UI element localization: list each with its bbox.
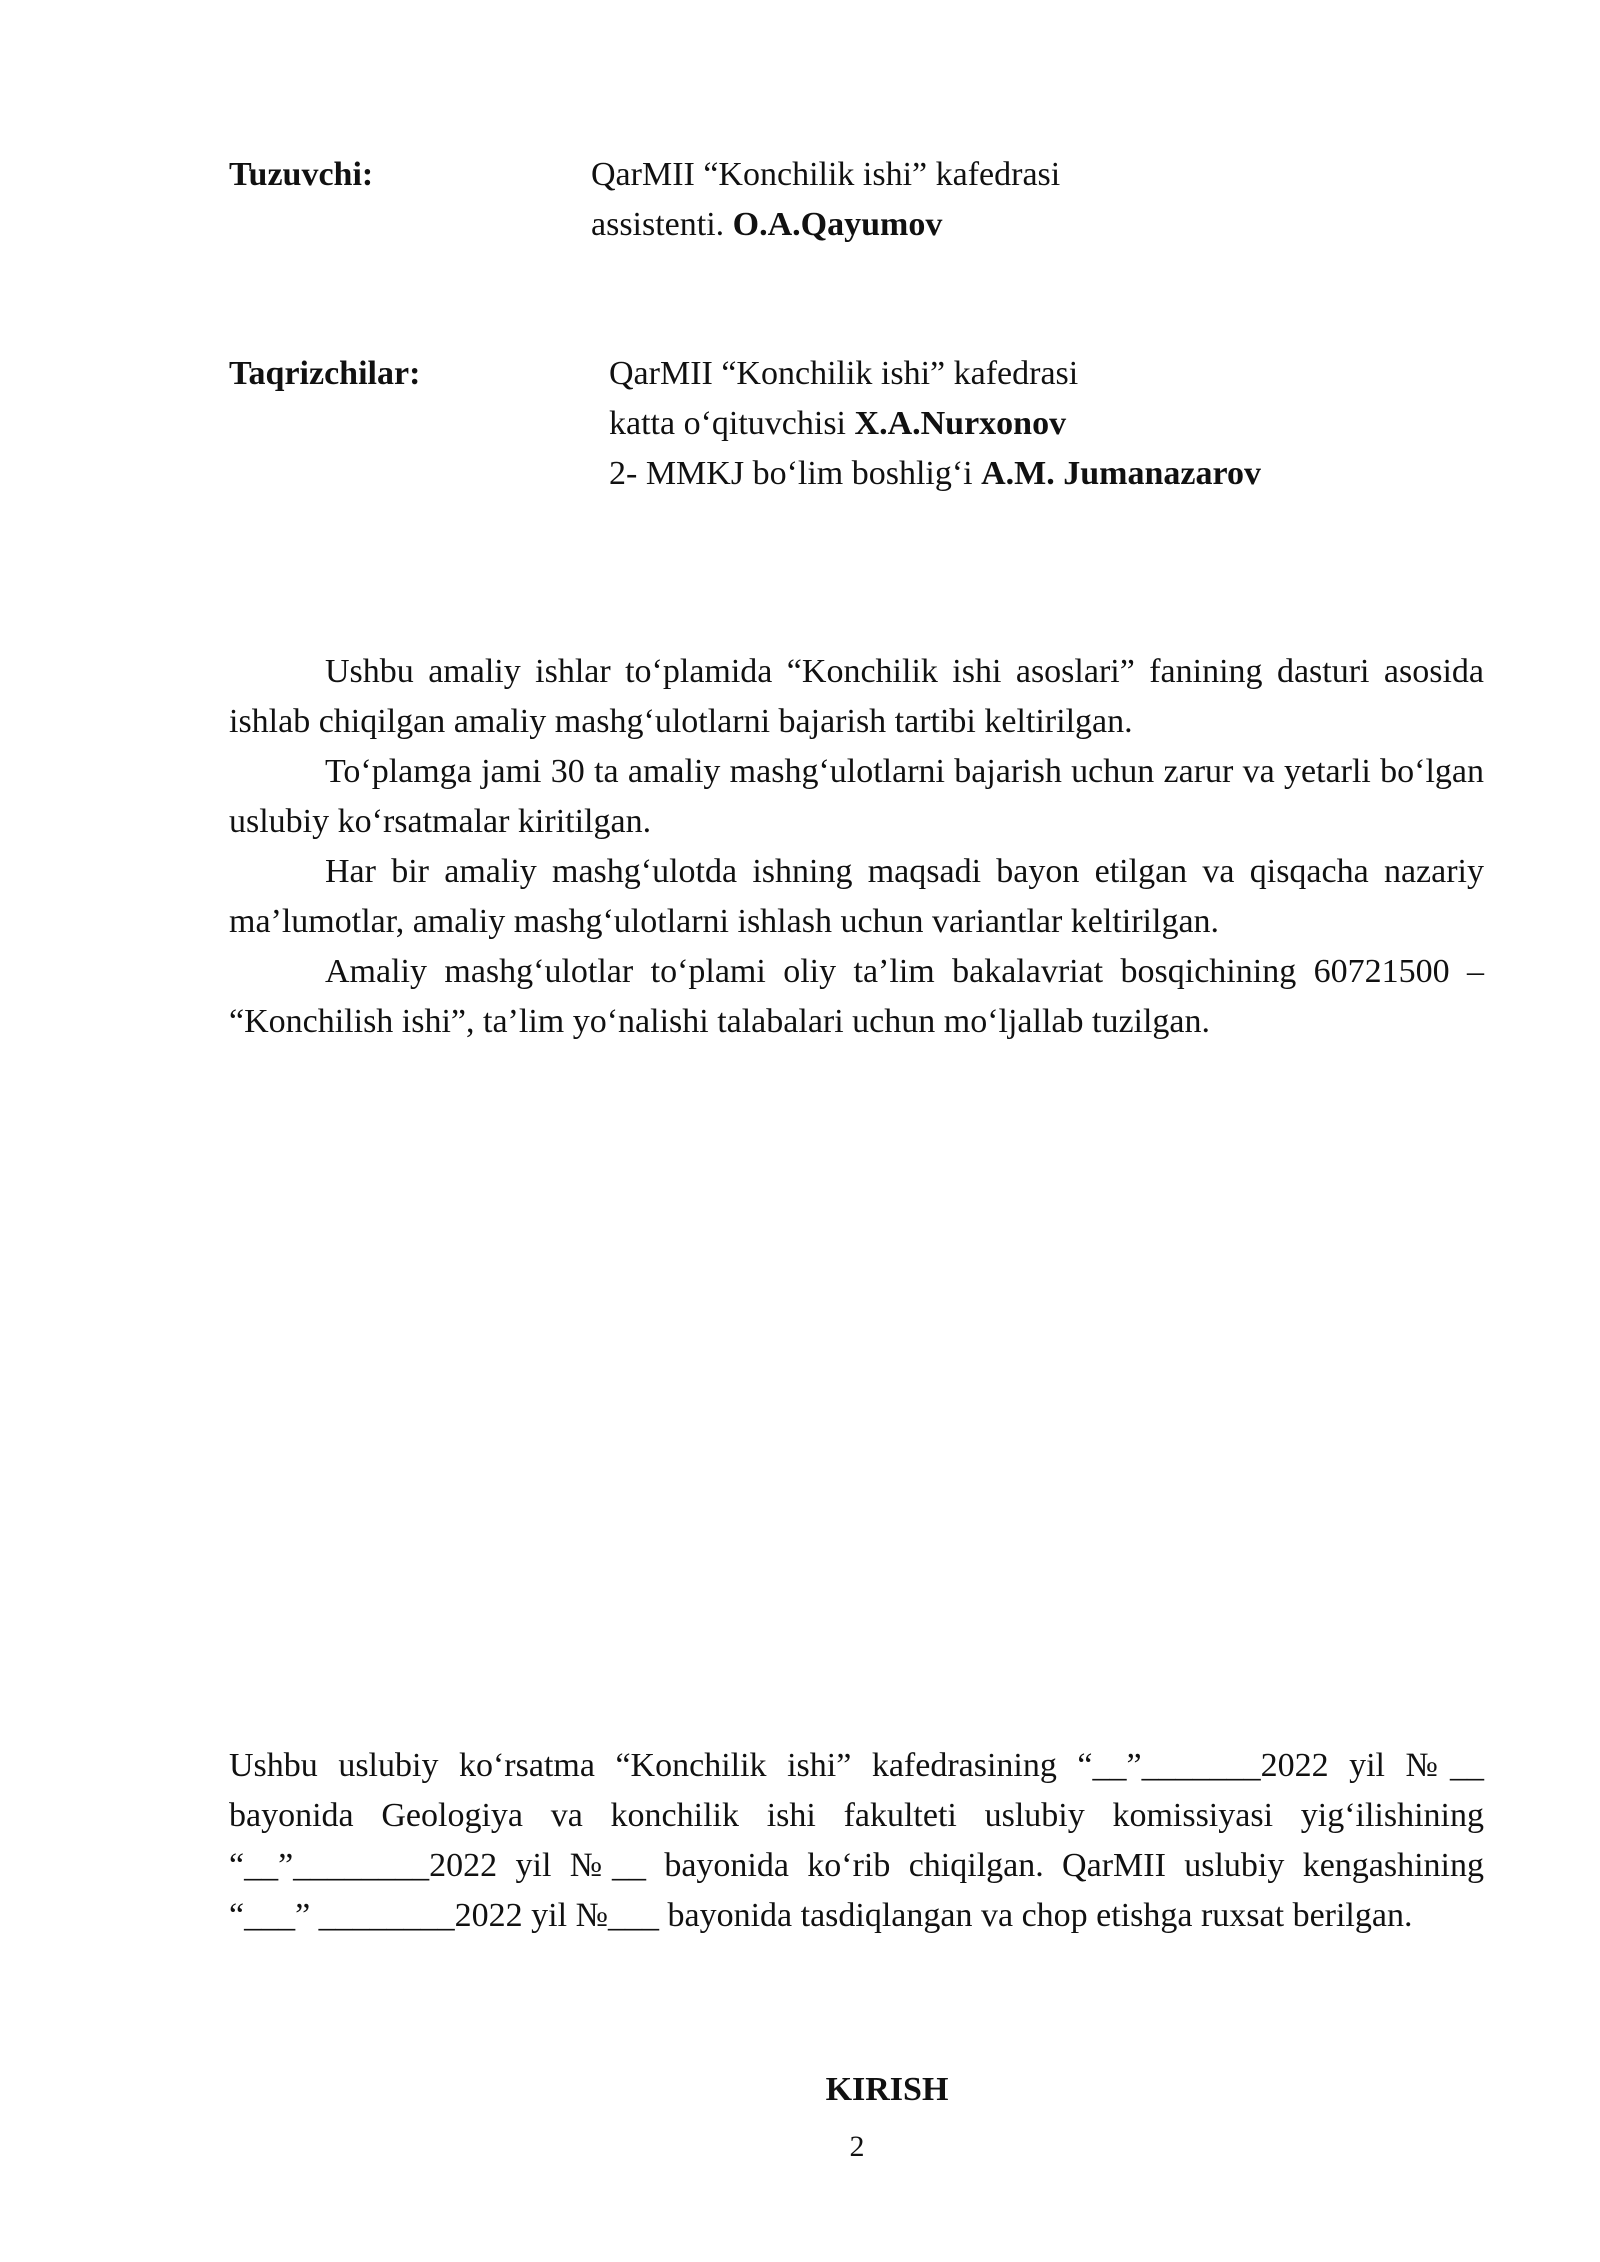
abstract-paragraph-4: Amaliy mashg‘ulotlar to‘plami oliy ta’lim bakalavriat bosqichining 60721500 – “Konchilish ishi”, ta’lim yo‘nalishi talabalari uchun mo‘ljallab tuzilgan. [229,953,1484,1040]
page-number: 2 [849,2130,865,2163]
compiler-line2 [591,200,1491,250]
reviewers-label: Taqrizchilar: [229,355,421,392]
compiler-label: Tuzuvchi: [229,156,374,193]
reviewer-1-name: X.A.Nurxonov [854,405,1067,442]
reviewer-2 [609,449,1509,499]
compiler-name: O.A.Qayumov [732,206,943,243]
reviewers-line1: QarMII “Konchilik ishi” kafedrasi [609,355,1079,392]
reviewer-2-name: A.M. Jumanazarov [981,455,1261,492]
reviewer-1 [609,399,1509,449]
compiler-affiliation [591,150,1491,250]
reviewers-list [609,349,1509,499]
abstract-paragraph-3: Har bir amaliy mashg‘ulotda ishning maqsadi bayon etilgan va qisqacha nazariy ma’lumotlar, amaliy mashg‘ulotlarni ishlash uchun variantlar keltirilgan. [229,853,1484,940]
reviewer-2-position: 2- MMKJ bo‘lim boshlig‘i [609,455,973,492]
compiler-line1: QarMII “Konchilik ishi” kafedrasi [591,156,1061,193]
abstract [229,647,1484,1047]
section-heading: KIRISH [825,2071,949,2108]
abstract-paragraph-1: Ushbu amaliy ishlar to‘plamida “Konchilik ishi asoslari” fanining dasturi asosida ishlab chiqilgan amaliy mashg‘ulotlarni bajarish tartibi keltirilgan. [229,653,1484,740]
reviewers-block [229,349,1529,499]
compiler-block [229,150,1529,250]
approval-paragraph: Ushbu uslubiy ko‘rsatma “Konchilik ishi” kafedrasining “__”_______2022 yil №__ bayonida Geologiya va konchilik ishi fakulteti uslubiy komissiyasi yig‘ilishining “__”________2022 yil №__ bayonida ko‘rib chiqilgan. QarMII uslubiy kengashining “___” ________2022 yil №___ bayonida tasdiqlangan va chop etishga ruxsat berilgan. [229,1747,1484,1934]
abstract-paragraph-2: To‘plamga jami 30 ta amaliy mashg‘ulotlarni bajarish uchun zarur va yetarli bo‘lgan uslubiy ko‘rsatmalar kiritilgan. [229,753,1484,840]
reviewer-1-position: katta o‘qituvchisi [609,405,847,442]
compiler-position: assistenti. [591,206,725,243]
